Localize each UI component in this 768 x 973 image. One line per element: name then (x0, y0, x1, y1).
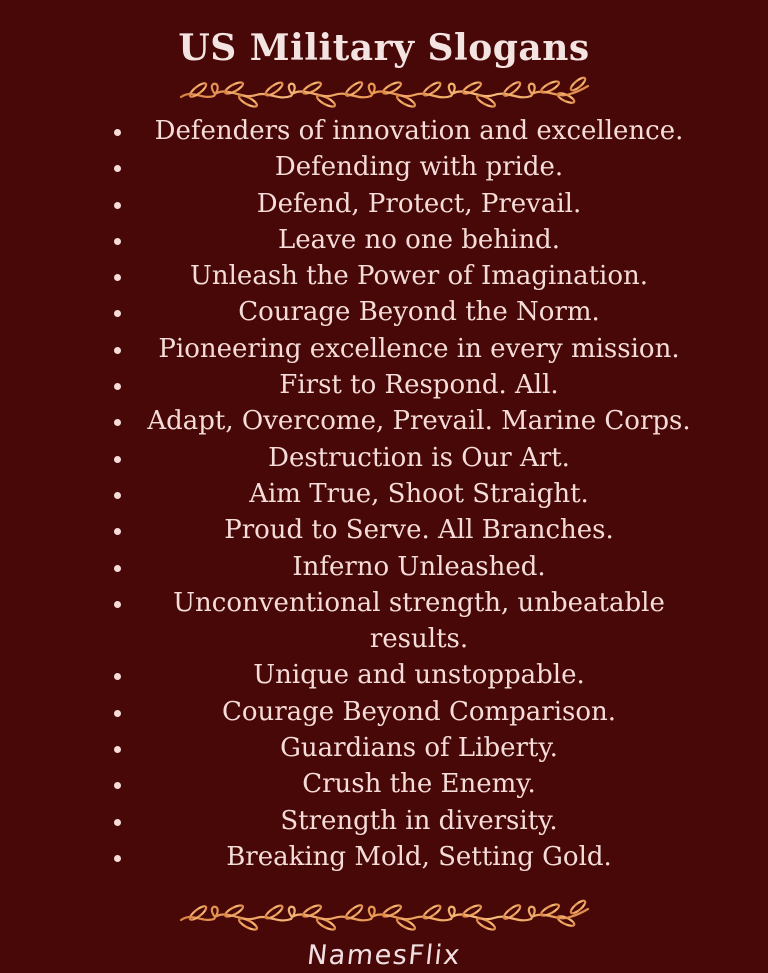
slogan-item: • Breaking Mold, Setting Gold. (135, 839, 703, 875)
slogan-item: • Crush the Enemy. (135, 766, 703, 802)
page-title: US Military Slogans (178, 27, 590, 69)
slogan-item: • Unconventional strength, unbeatable results. (135, 585, 703, 658)
slogan-item: • First to Respond. All. (135, 367, 703, 403)
slogan-item: • Courage Beyond the Norm. (135, 294, 703, 330)
slogan-item: • Leave no one behind. (135, 222, 703, 258)
poster (0, 26, 768, 972)
slogan-list (135, 113, 703, 875)
slogan-item: • Strength in diversity. (135, 803, 703, 839)
brand-watermark: NamesFlix (305, 940, 463, 972)
slogan-item: • Defending with pride. (135, 149, 703, 185)
slogan-item: • Unleash the Power of Imagination. (135, 258, 703, 294)
slogan-item: • Inferno Unleashed. (135, 549, 703, 585)
slogan-item: • Guardians of Liberty. (135, 730, 703, 766)
slogan-item: • Aim True, Shoot Straight. (135, 476, 703, 512)
slogan-item: • Unique and unstoppable. (135, 657, 703, 693)
slogan-item: • Adapt, Overcome, Prevail. Marine Corps. (135, 403, 703, 439)
slogan-item: • Destruction is Our Art. (135, 440, 703, 476)
slogan-item: • Pioneering excellence in every mission. (135, 331, 703, 367)
slogan-item: • Defenders of innovation and excellence. (135, 113, 703, 149)
vine-divider-top-icon (174, 74, 594, 110)
vine-divider-bottom-icon (174, 897, 594, 933)
slogan-item: • Defend, Protect, Prevail. (135, 186, 703, 222)
slogan-item: • Courage Beyond Comparison. (135, 694, 703, 730)
slogan-item: • Proud to Serve. All Branches. (135, 512, 703, 548)
